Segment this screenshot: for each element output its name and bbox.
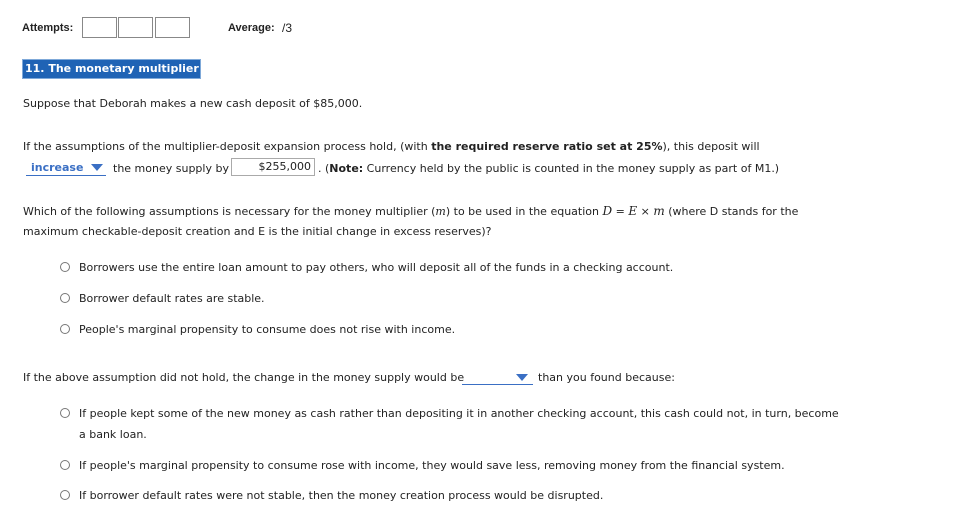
eq-e: E (628, 204, 638, 218)
eq-times: × (637, 205, 654, 218)
attempt-box-1 (82, 17, 117, 38)
p3-text-a: Which of the following assumptions is necessary for the money multiplier ( (23, 205, 436, 218)
option-2-2-label[interactable]: If people's marginal propensity to consume rose with income, they would save less, removing money from the financial system. (79, 459, 785, 472)
option-2-1-label-line-1[interactable]: If people kept some of the new money as cash rather than depositing it in another checking account, this cash could not, in turn, become (79, 407, 839, 420)
attempt-box-2 (118, 17, 153, 38)
paragraph-2-line-1 (23, 140, 760, 154)
p2-line2-text-b: . ( (318, 162, 330, 175)
option-2-1-label-line-2[interactable]: a bank loan. (79, 428, 147, 441)
option-1-1-label[interactable]: Borrowers use the entire loan amount to pay others, who will deposit all of the funds in a checking account. (79, 261, 674, 274)
eq-m: m (653, 204, 665, 218)
paragraph-4-text-a: If the above assumption did not hold, the change in the money supply would be (23, 371, 465, 384)
radio-option-1-2[interactable] (60, 293, 70, 303)
average-value: /3 (282, 21, 293, 35)
intro-text: Suppose that Deborah makes a new cash deposit of $85,000. (23, 97, 363, 110)
p3-text-b: ) to be used in the equation (445, 205, 603, 218)
attempt-box-3 (155, 17, 190, 38)
paragraph-3-line-1 (23, 204, 798, 219)
comparison-dropdown[interactable] (462, 370, 533, 385)
option-2-3-label[interactable]: If borrower default rates were not stable, then the money creation process would be disrupted. (79, 489, 604, 502)
money-supply-answer-input[interactable]: $255,000 (231, 158, 315, 176)
dropdown-triangle-icon (516, 374, 528, 381)
p3-m-symbol: m (435, 205, 446, 218)
p2-text-a: If the assumptions of the multiplier-deposit expansion process hold, (with (23, 140, 432, 153)
direction-dropdown[interactable] (26, 161, 106, 176)
p2-line2-text-c: Currency held by the public is counted in the money supply as part of M1.) (363, 162, 780, 175)
p3-text-c: (where D stands for the (664, 205, 799, 218)
dropdown-triangle-icon (91, 164, 103, 171)
paragraph-3-line-2: maximum checkable-deposit creation and E is the initial change in excess reserves)? (23, 225, 492, 238)
radio-option-2-2[interactable] (60, 460, 70, 470)
paragraph-4-text-b: than you found because: (538, 371, 675, 384)
radio-option-2-3[interactable] (60, 490, 70, 500)
radio-option-1-1[interactable] (60, 262, 70, 272)
p2-bold-text: the required reserve ratio set at 25% (431, 140, 663, 153)
radio-option-2-1[interactable] (60, 408, 70, 418)
direction-dropdown-value: increase (31, 161, 84, 174)
radio-option-1-3[interactable] (60, 324, 70, 334)
p2-text-b: ), this deposit will (662, 140, 760, 153)
note-label: Note: (329, 162, 364, 175)
eq-d: D (602, 204, 613, 218)
p2-line2-text-a: the money supply by (113, 162, 229, 175)
question-title: 11. The monetary multiplier (22, 59, 201, 79)
average-label: Average: (228, 22, 275, 34)
option-1-2-label[interactable]: Borrower default rates are stable. (79, 292, 265, 305)
p2-line2-note (318, 162, 779, 176)
eq-equals: = (612, 205, 629, 218)
attempts-label: Attempts: (22, 22, 74, 34)
option-1-3-label[interactable]: People's marginal propensity to consume does not rise with income. (79, 323, 456, 336)
